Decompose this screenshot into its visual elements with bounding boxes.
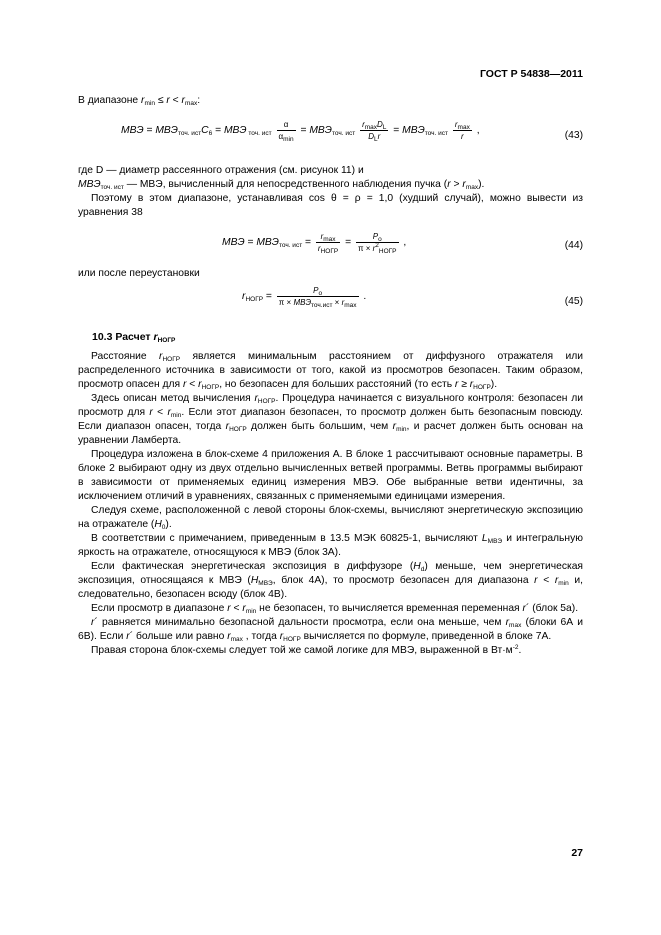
eq43-explanation: где D — диаметр рассеянного отражения (см. рисунок 11) и $МВЭ_{точ. ист}$ — МВЭ, вычисленный для непосредственного наблюдения пучка $(r > r_{max})$. Поэтому в этом диапазоне, устанавливая cos θ = ρ = 1,0 (худший случай), можно вывести из уравнения 38 <box>78 165 583 218</box>
section-body <box>78 350 583 658</box>
equation-45: $r_{НОГР}$ = $\frac{P_o}{\pi \times МВЭ_{точ.ист} \times r_{max}}$ . <box>242 286 367 309</box>
equation-44: МВЭ = $МВЭ_{точ. ист}$ = $\frac{r_{max}}{r_{НОГР}}$ = $\frac{P_o}{\pi \times r^2_{НОГР}}$ , <box>222 232 407 255</box>
intro-text: В диапазоне <box>78 95 139 106</box>
paragraph-therefore: Поэтому в этом диапазоне, устанавливая cos θ = ρ = 1,0 (худший случай), можно вывести из уравнения 38 <box>78 193 583 218</box>
equation-43: МВЭ = $МВЭ_{точ. ист}C_6$ = МВЭ $_{точ. ист}$ $\frac{\alpha}{\alpha_{min}}$ = $МВЭ_{точ. ист}$ $\frac{r_{max}D_L}{D_Lr}$ = $МВЭ_{точ. ист}$ $\frac{r_{max}}{r}$ , <box>121 120 480 143</box>
paragraph-6: Если фактическая энергетическая экспозиция в диффузоре $(H_d)$ меньше, чем энергетическая экспозиция, относящаяся к МВЭ ($H_{МВЭ}$, блок 4А), то просмотр безопасен для диапазона $r < r_{min}$ и, следовательно, безопасен всюду (блок 4В). <box>78 561 584 600</box>
where-dl-desc: — диаметр рассеянного отражения (см. рисунок 11) и <box>103 165 364 176</box>
mve-point-desc: — МВЭ, вычисленный для непосредственного наблюдения пучка ( <box>123 179 448 190</box>
equation-44-number: (44) <box>564 240 583 251</box>
paragraph-3: Процедура изложена в блок-схеме 4 приложения А. В блоке 1 рассчитывают основные параметры. В блоке 2 выбирают одну из двух отдельно вычисленных ветвей программы. Ветвь программы выбирают в зависимости от применяемых единиц измерения МВЭ. Обе выбранные ветви идентичны, за исключением отличий в уравнениях, связанных с применяемыми единицами измерения. <box>78 449 583 502</box>
page-number: 27 <box>571 847 583 859</box>
paragraph-4: Следуя схеме, расположенной с левой стороны блок-схемы, вычисляют энергетическую экспозицию на отражателе $(H_0)$. <box>78 505 583 531</box>
document-header: ГОСТ Р 54838—2011 <box>479 68 583 80</box>
section-heading-10-3: 10.3 Расчет $r_{НОГР}$ <box>92 331 176 344</box>
paragraph-2: Здесь описан метод вычисления $r_{НОГР}$. Процедура начинается с визуального контроля: безопасен ли просмотр для $r < r_{min}$. Если этот диапазон безопасен, то просмотр должен быть безопасным повсюду. Если диапазон опасен, тогда $r_{НОГР}$ должен быть большим, чем $r_{min}$, и расчет должен быть основан на уравнении Ламберта. <box>78 393 583 446</box>
equation-43-number: (43) <box>564 130 583 141</box>
paragraph-1: Расстояние $r_{НОГР}$ является минимальным расстоянием от диффузного отражателя или распределенного источника в зависимости от того, какой из просмотров безопасен. Таким образом, просмотр опасен для $r < r_{НОГР}$, но безопасен для больших расстояний (то есть $r \ge r_{НОГР}$). <box>78 351 584 391</box>
paragraph-8: r´ равняется минимально безопасной дальности просмотра, если она меньше, чем $r_{max}$ (блоки 6А и 6В). Если r´ больше или равно $r_{max}$ , тогда $r_{НОГР}$ вычисляется по формуле, приведенной в блоке 7А. <box>78 617 583 643</box>
where-dl: где D <box>78 165 104 176</box>
intro-line: В диапазоне $r_{min} \le r < r_{max}$: <box>78 95 201 107</box>
paragraph-7: Если просмотр в диапазоне $r < r_{min}$ не безопасен, то вычисляется временная переменная r´ (блок 5а). <box>91 603 579 615</box>
paragraph-9: Правая сторона блок-схемы следует той же самой логике для МВЭ, выраженной в $Вт\cdot м^{-2}$. <box>91 644 522 656</box>
paragraph-5: В соответствии с примечанием, приведенным в 13.5 МЭК 60825-1, вычисляют $L_{МВЭ}$ и интегральную яркость на отражателе, относящуюся к МВЭ (блок 3А). <box>78 533 583 558</box>
equation-45-number: (45) <box>564 296 583 307</box>
or-after-rearrangement: или после переустановки <box>78 268 200 279</box>
